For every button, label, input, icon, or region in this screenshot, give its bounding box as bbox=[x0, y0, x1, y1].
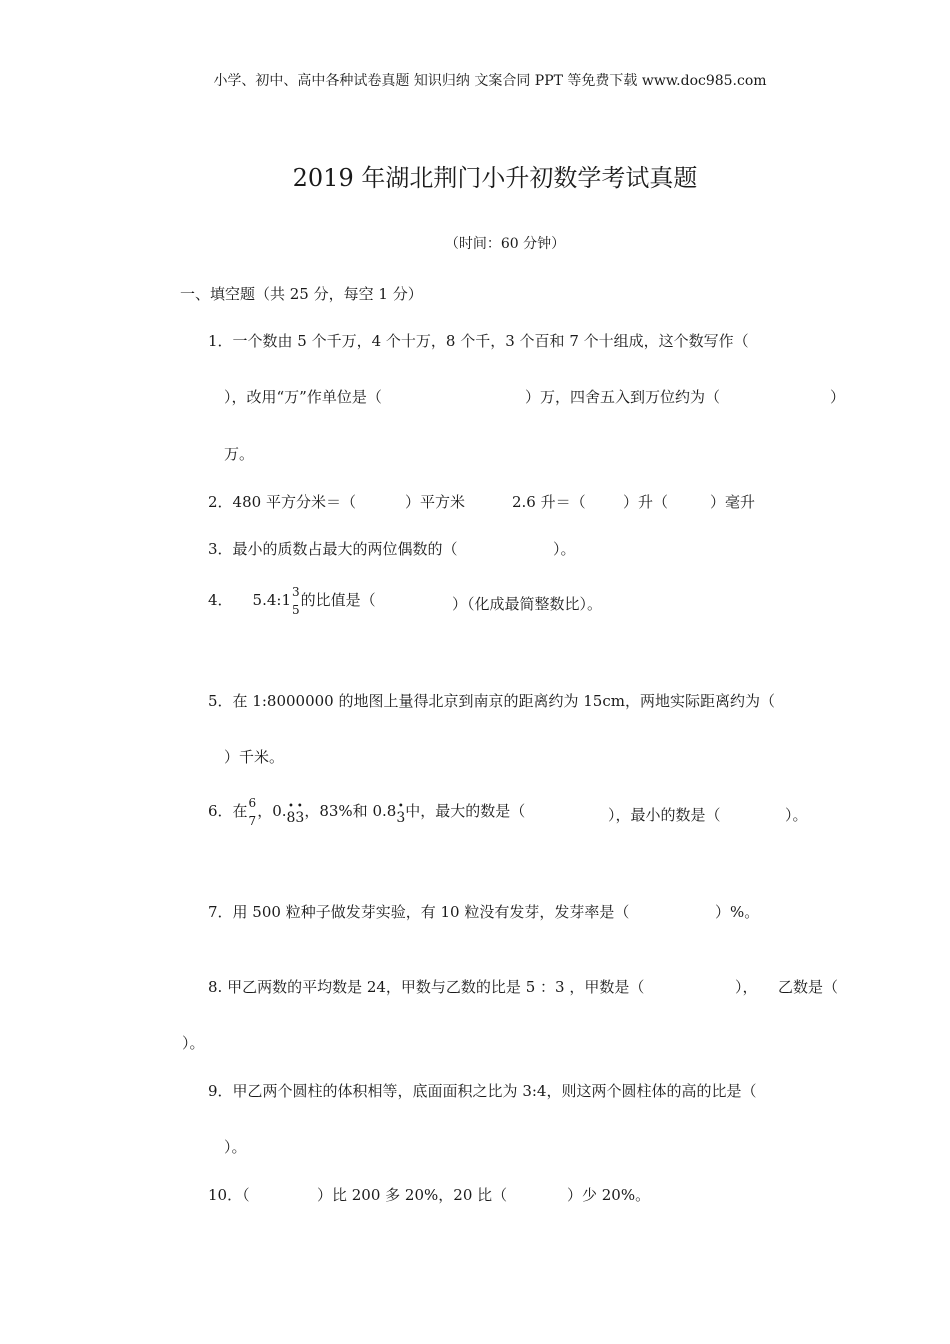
repeating-decimal-digits bbox=[286, 801, 305, 826]
question-1-line-2a: ），改用“万”作单位是（ bbox=[224, 388, 382, 406]
question-5-line-1: 5．在 1:8000000 的地图上量得北京到南京的距离约为 15cm，两地实际距离约为（ bbox=[208, 692, 775, 710]
page-header: 小学、初中、高中各种试卷真题 知识归纳 文案合同 PPT 等免费下载 www.doc985.com bbox=[213, 73, 767, 89]
question-4-part-b: ）（化成最简整数比）。 bbox=[452, 595, 603, 613]
question-4-ratio: 5.4:1 bbox=[252, 591, 291, 609]
repeat-dot-icon: • bbox=[296, 801, 303, 812]
question-7-part-a: 7．用 500 粒种子做发芽实验，有 10 粒没有发芽，发芽率是（ bbox=[208, 903, 630, 921]
question-6-mid: ，83%和 0.8 bbox=[304, 802, 397, 820]
question-10-part-c: ）少 20%。 bbox=[567, 1186, 651, 1204]
question-2-part-b: ）平方米 bbox=[405, 493, 466, 511]
question-2-part-e: ）毫升 bbox=[710, 493, 756, 511]
question-3-part-b: ）。 bbox=[553, 540, 576, 558]
question-1-line-2c: ） bbox=[830, 388, 846, 406]
question-6-sep: ，0. bbox=[257, 802, 287, 820]
question-3-part-a: 3．最小的质数占最大的两位偶数的（ bbox=[208, 540, 458, 558]
question-2-part-a: 2．480 平方分米＝（ bbox=[208, 493, 356, 511]
section-heading: 一、填空题（共 25 分，每空 1 分） bbox=[180, 285, 423, 303]
question-1-line-3: 万。 bbox=[224, 445, 255, 463]
question-10-part-a: 10．（ bbox=[208, 1186, 250, 1204]
question-1-line-2b: ）万，四舍五入到万位约为（ bbox=[525, 388, 721, 406]
fraction-numerator: 3 bbox=[292, 585, 300, 599]
repeat-dot-icon: • bbox=[288, 801, 294, 812]
question-8-part-c: 乙数是（ bbox=[778, 978, 839, 996]
repeating-digit: • 3 bbox=[295, 801, 305, 826]
question-6-prefix: 6．在 bbox=[208, 802, 248, 820]
repeating-decimal-digit bbox=[396, 801, 406, 826]
repeat-dot-icon: • bbox=[397, 801, 404, 812]
question-8-line-2: ）。 bbox=[182, 1034, 205, 1052]
fraction-denominator: 5 bbox=[292, 603, 300, 617]
question-9-line-1: 9．甲乙两个圆柱的体积相等，底面面积之比为 3:4，则这两个圆柱体的高的比是（ bbox=[208, 1082, 757, 1100]
question-7-part-b: ）%。 bbox=[715, 903, 760, 921]
question-5-line-2: ）千米。 bbox=[224, 748, 285, 766]
question-6-part-b: ），最小的数是（ bbox=[608, 806, 721, 824]
fraction-numerator: 6 bbox=[248, 796, 257, 810]
repeating-digit: • 8 bbox=[286, 801, 296, 826]
question-8-part-a: 8. 甲乙两数的平均数是 24，甲数与乙数的比是 5 ：3 ，甲数是（ bbox=[208, 978, 645, 996]
time-limit: （时间：60 分钟） bbox=[444, 236, 566, 252]
page-title: 2019 年湖北荆门小升初数学考试真题 bbox=[292, 164, 698, 192]
question-10-part-b: ）比 200 多 20%，20 比（ bbox=[317, 1186, 508, 1204]
question-4-fraction bbox=[292, 586, 300, 616]
question-9-line-2: ）。 bbox=[224, 1138, 247, 1156]
question-6-part-c: ）。 bbox=[785, 806, 808, 824]
question-6-part-a: 中，最大的数是（ bbox=[405, 802, 526, 820]
question-4-part-a: 的比值是（ bbox=[300, 591, 376, 609]
question-6-fraction bbox=[249, 797, 257, 827]
question-8-part-b: ）， bbox=[735, 978, 758, 996]
repeating-digit: • 3 bbox=[396, 801, 406, 826]
question-4-number: 4． bbox=[208, 591, 233, 609]
question-4 bbox=[208, 586, 376, 616]
question-2-part-c: 2.6 升＝（ bbox=[512, 493, 586, 511]
question-2-part-d: ）升（ bbox=[623, 493, 669, 511]
question-1-line-1: 1．一个数由 5 个千万，4 个十万，8 个千，3 个百和 7 个十组成，这个数写作（ bbox=[208, 332, 749, 350]
question-6 bbox=[208, 797, 525, 827]
fraction-denominator: 7 bbox=[248, 814, 257, 828]
